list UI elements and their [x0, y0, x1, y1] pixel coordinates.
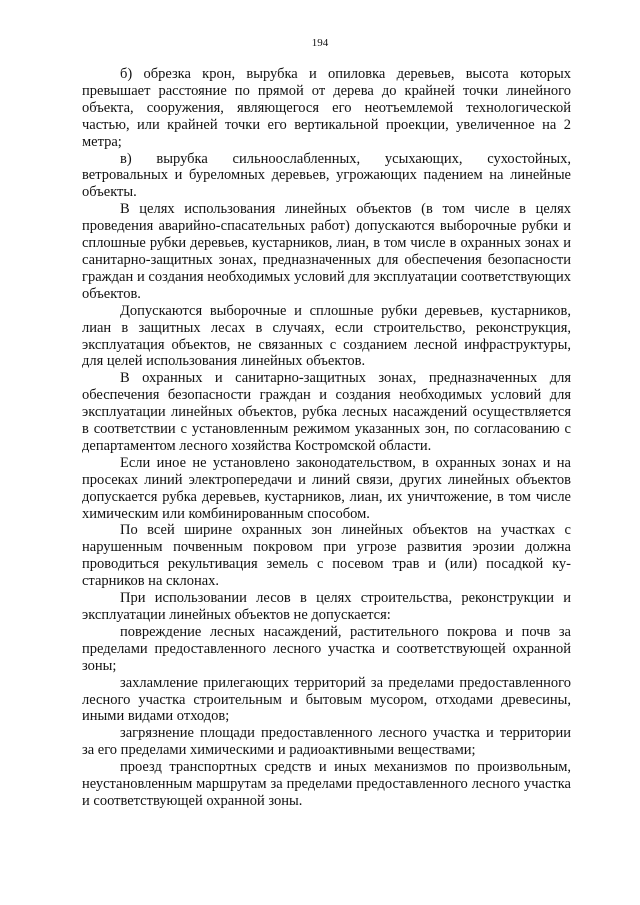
paragraph: в) вырубка сильноослабленных, усыхающих, сухостойных, ветровальных и буреломных деревьев, угрожающих падением на линейные объекты.	[82, 150, 571, 201]
page-number: 194	[311, 37, 329, 49]
paragraph: Допускаются выборочные и сплошные рубки деревьев, кустарников, лиан в защитных лесах в случаях, если строительство, реконструкция, эксплуатация объектов, не связанных с созданием лесной инфраструктуры, для целей использования линейных объектов.	[82, 302, 571, 370]
paragraph: проезд транспортных средств и иных механизмов по произвольным, неустановленным маршрутам за пределами предоставленного лесного участка и соответствующей охранной зоны.	[82, 759, 571, 809]
paragraph: По всей ширине охранных зон линейных объектов на участках с нарушенным почвенным покровом при угрозе развития эрозии должна проводиться рекультивация земель с посевом трав и (или) посадкой кустарников на склонах.	[82, 522, 571, 590]
body-text	[82, 66, 571, 810]
paragraph: Если иное не установлено законодательством, в охранных зонах и на просеках линий электропередачи и линий связи, других линейных объектов допускается рубка деревьев, кустарников, лиан, их уничтожение, в том числе химическим или комбинированным способом.	[82, 454, 571, 522]
paragraph: В охранных и санитарно-защитных зонах, предназначенных для обеспечения безопасности граждан и создания необходимых условий для эксплуатации линейных объектов, рубка лесных насаждений осуществляется в соответствии с установленным режимом указанных зон, по согласованию с департаментом лесного хозяйства Костромской области.	[82, 370, 571, 454]
paragraph: В целях использования линейных объектов (в том числе в целях проведения аварийно-спасательных работ) допускаются выборочные рубки и сплошные рубки деревьев, кустарников, лиан, в том числе в охранных зонах и санитарно-защитных зонах, предназначенных для обеспечения безопасности граждан и создания необходимых условий для эксплуатации соответствующих объектов.	[82, 201, 571, 302]
paragraph: загрязнение площади предоставленного лесного участка и территории за его пределами химическими и радиоактивными веществами;	[82, 725, 571, 759]
paragraph: б) обрезка крон, вырубка и опиловка деревьев, высота которых превышает расстояние по прямой от дерева до крайней точки линейного объекта, сооружения, являющегося его неотъемлемой технологической частью, или крайней точки его вертикальной проекции, увеличенное на 2 метра;	[82, 66, 571, 150]
paragraph: захламление прилегающих территорий за пределами предоставленного лесного участка строительным и бытовым мусором, отходами древесины, иными видами отходов;	[82, 674, 571, 725]
paragraph: При использовании лесов в целях строительства, реконструкции и эксплуатации линейных объектов не допускается:	[82, 590, 571, 623]
paragraph: повреждение лесных насаждений, растительного покрова и почв за пределами предоставленного лесного участка и соответствующей охранной зоны;	[82, 623, 571, 674]
